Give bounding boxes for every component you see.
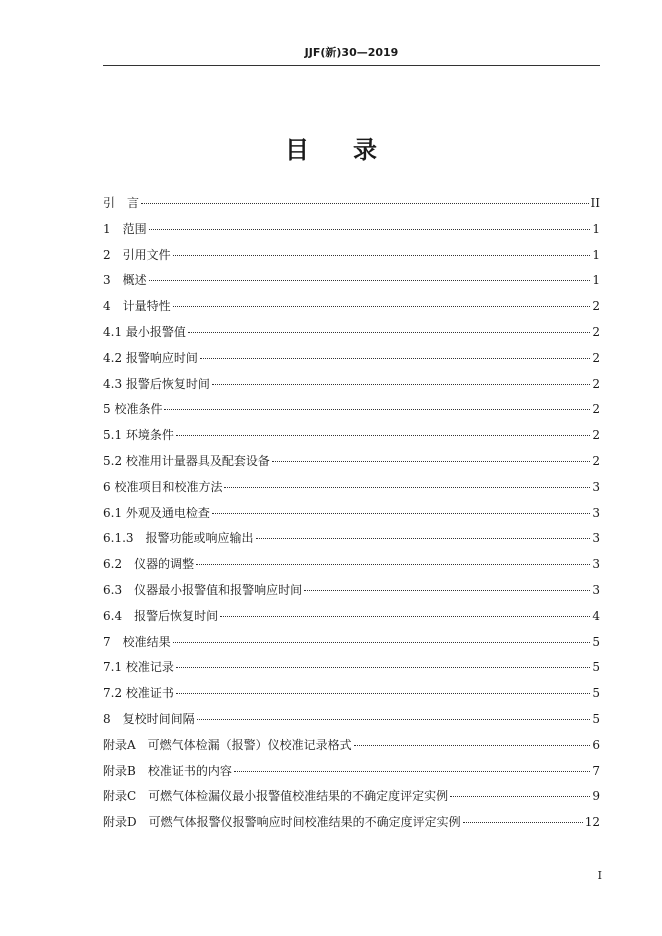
- toc-entry[interactable]: [103, 348, 600, 374]
- toc-entry-page: 3: [592, 479, 600, 494]
- toc-entry[interactable]: [103, 580, 600, 606]
- toc-leader-dots: [188, 332, 590, 333]
- toc-entry-label: 5.2 校准用计量器具及配套设备: [103, 453, 270, 468]
- toc-entry-label: 1 范围: [103, 221, 147, 236]
- toc-entry[interactable]: [103, 528, 600, 554]
- toc-entry[interactable]: [103, 399, 600, 425]
- toc-leader-dots: [200, 358, 590, 359]
- toc-entry-label: 6.1 外观及通电检查: [103, 505, 210, 520]
- toc-leader-dots: [234, 771, 591, 772]
- toc-entry-label: 4.2 报警响应时间: [103, 350, 198, 365]
- toc-entry-page: 5: [592, 686, 600, 701]
- toc-entry-label: 附录B 校准证书的内容: [103, 763, 232, 778]
- toc-entry[interactable]: [103, 709, 600, 735]
- toc-entry-label: 4 计量特性: [103, 299, 171, 314]
- toc-leader-dots: [256, 538, 591, 539]
- toc-entry-label: 7.1 校准记录: [103, 660, 174, 675]
- toc-entry-label: 附录D 可燃气体报警仪报警响应时间校准结果的不确定度评定实例: [103, 815, 461, 830]
- toc-leader-dots: [173, 642, 591, 643]
- toc-entry[interactable]: [103, 503, 600, 529]
- toc-leader-dots: [164, 409, 590, 410]
- title-char-2: 录: [353, 136, 377, 164]
- toc-leader-dots: [354, 745, 591, 746]
- toc-entry[interactable]: [103, 193, 600, 219]
- toc-entry[interactable]: [103, 374, 600, 400]
- toc-entry-label: 6 校准项目和校准方法: [103, 479, 223, 494]
- toc-leader-dots: [212, 384, 590, 385]
- toc-entry[interactable]: [103, 606, 600, 632]
- page-title: [0, 130, 662, 165]
- toc-leader-dots: [149, 229, 591, 230]
- toc-entry-page: 5: [592, 711, 600, 726]
- toc-entry-label: 引 言: [103, 196, 140, 210]
- toc-entry[interactable]: [103, 270, 600, 296]
- toc-entry[interactable]: [103, 425, 600, 451]
- toc-entry-label: 4.3 报警后恢复时间: [103, 376, 210, 391]
- title-char-1: 目: [285, 136, 309, 164]
- toc-leader-dots: [196, 564, 590, 565]
- toc-entry-page: 3: [592, 582, 600, 597]
- toc-entry-page: 5: [592, 634, 600, 649]
- toc-entry-label: 5 校准条件: [103, 402, 163, 417]
- table-of-contents: [103, 193, 600, 838]
- toc-entry-label: 7 校准结果: [103, 634, 171, 649]
- toc-leader-dots: [220, 616, 590, 617]
- toc-entry-page: 2: [592, 299, 600, 314]
- toc-entry-page: II: [590, 196, 600, 210]
- toc-entry[interactable]: [103, 245, 600, 271]
- toc-entry-page: 3: [592, 505, 600, 520]
- toc-leader-dots: [212, 513, 590, 514]
- toc-entry-label: 8 复校时间间隔: [103, 711, 195, 726]
- toc-entry-page: 3: [592, 557, 600, 572]
- toc-entry[interactable]: [103, 296, 600, 322]
- running-header: [103, 45, 600, 66]
- toc-entry-page: 3: [592, 531, 600, 546]
- toc-entry[interactable]: [103, 451, 600, 477]
- toc-entry[interactable]: [103, 657, 600, 683]
- toc-leader-dots: [173, 255, 591, 256]
- toc-entry-page: 9: [592, 789, 600, 804]
- toc-entry[interactable]: [103, 322, 600, 348]
- toc-leader-dots: [173, 306, 591, 307]
- toc-entry[interactable]: [103, 554, 600, 580]
- toc-entry-label: 6.2 仪器的调整: [103, 557, 195, 572]
- toc-entry-label: 6.3 仪器最小报警值和报警响应时间: [103, 582, 303, 597]
- toc-entry-label: 6.1.3 报警功能或响应输出: [103, 531, 254, 546]
- toc-entry-page: 2: [592, 350, 600, 365]
- toc-entry-page: 4: [592, 608, 600, 623]
- toc-entry[interactable]: [103, 735, 600, 761]
- toc-leader-dots: [272, 461, 590, 462]
- toc-entry[interactable]: [103, 683, 600, 709]
- page-number: I: [597, 869, 602, 882]
- toc-entry[interactable]: [103, 219, 600, 245]
- toc-entry-page: 2: [592, 402, 600, 417]
- toc-leader-dots: [463, 822, 583, 823]
- toc-leader-dots: [197, 719, 591, 720]
- toc-leader-dots: [224, 487, 590, 488]
- toc-entry-page: 1: [592, 247, 600, 262]
- toc-entry-page: 5: [592, 660, 600, 675]
- toc-leader-dots: [141, 203, 589, 204]
- toc-leader-dots: [450, 796, 590, 797]
- toc-entry[interactable]: [103, 632, 600, 658]
- toc-entry-label: 5.1 环境条件: [103, 428, 174, 443]
- toc-entry-page: 1: [592, 273, 600, 288]
- toc-entry[interactable]: [103, 761, 600, 787]
- toc-entry-page: 12: [584, 815, 600, 830]
- toc-entry-label: 附录C 可燃气体检漏仪最小报警值校准结果的不确定度评定实例: [103, 789, 449, 804]
- standard-code: JJF(新)30—2019: [304, 46, 399, 59]
- toc-entry-page: 2: [592, 428, 600, 443]
- toc-entry-page: 2: [592, 453, 600, 468]
- toc-entry-label: 6.4 报警后恢复时间: [103, 608, 219, 623]
- toc-entry-page: 7: [592, 763, 600, 778]
- toc-leader-dots: [304, 590, 590, 591]
- toc-entry-page: 6: [592, 737, 600, 752]
- toc-leader-dots: [176, 667, 590, 668]
- toc-entry[interactable]: [103, 786, 600, 812]
- toc-entry[interactable]: [103, 812, 600, 838]
- toc-entry[interactable]: [103, 477, 600, 503]
- toc-leader-dots: [176, 693, 590, 694]
- toc-entry-label: 3 概述: [103, 273, 147, 288]
- toc-entry-page: 1: [592, 221, 600, 236]
- toc-entry-label: 2 引用文件: [103, 247, 171, 262]
- toc-entry-label: 4.1 最小报警值: [103, 324, 186, 339]
- toc-entry-label: 附录A 可燃气体检漏（报警）仪校准记录格式: [103, 737, 352, 752]
- toc-entry-page: 2: [592, 376, 600, 391]
- toc-leader-dots: [149, 280, 591, 281]
- toc-entry-page: 2: [592, 324, 600, 339]
- toc-entry-label: 7.2 校准证书: [103, 686, 174, 701]
- toc-leader-dots: [176, 435, 590, 436]
